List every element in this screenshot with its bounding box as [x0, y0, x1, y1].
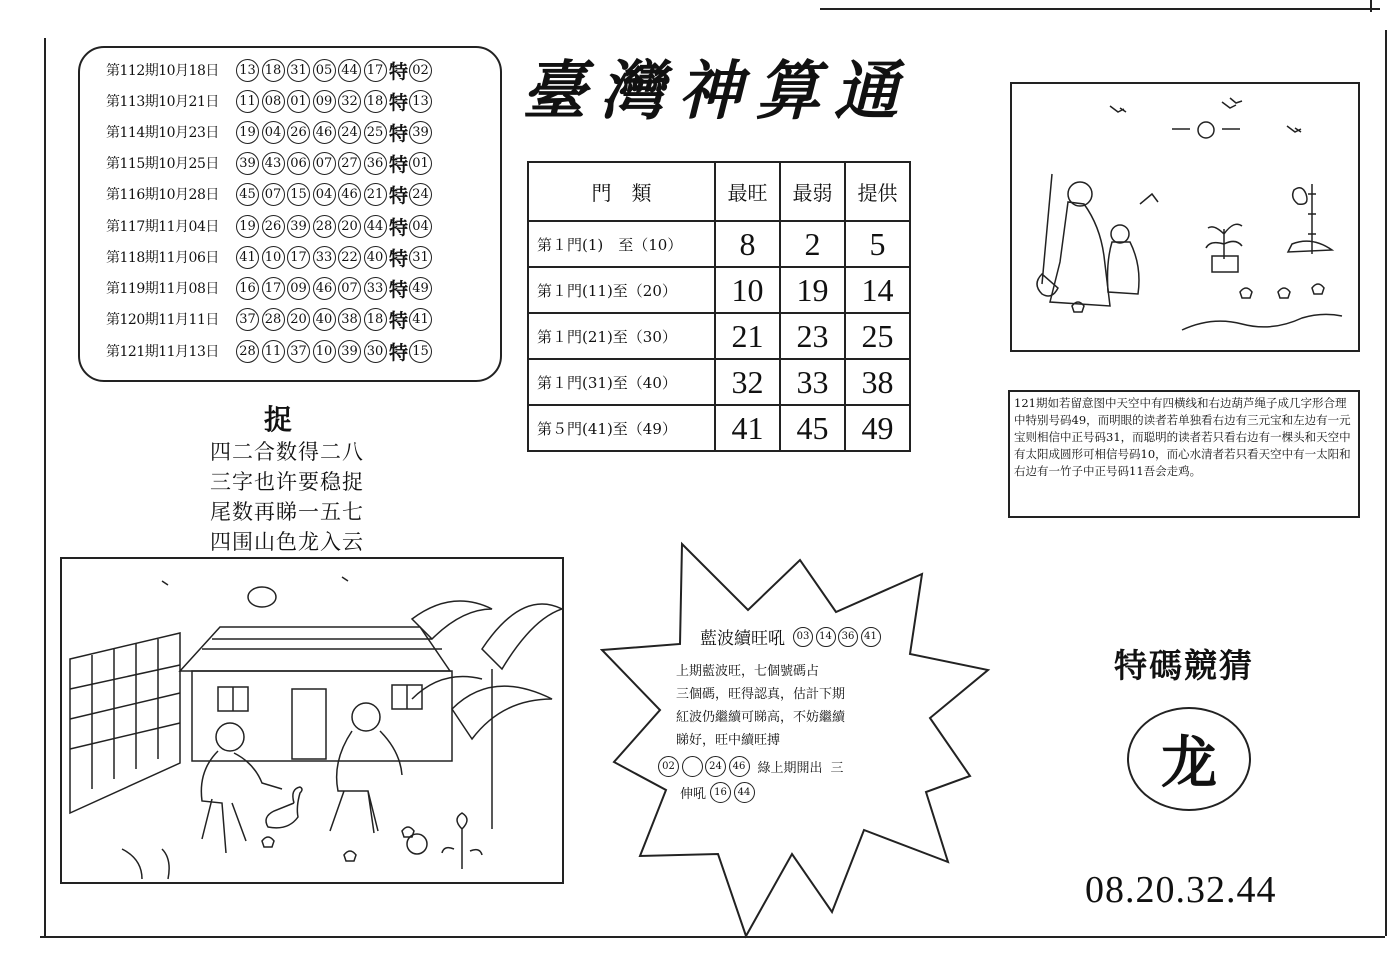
star-ball: 44: [734, 782, 755, 803]
star-body-line: 上期藍波旺，七個號碼占: [676, 664, 820, 679]
number-ball: 11: [236, 90, 259, 113]
special-mark: 特: [389, 153, 409, 176]
riddle-line: 尾数再睇一五七: [210, 500, 364, 524]
history-draw-label: 第117期11月04日: [106, 219, 219, 235]
history-draw-label: 第119期11月08日: [106, 281, 219, 297]
number-ball: 24: [338, 121, 361, 144]
number-ball: 17: [262, 277, 285, 300]
provided-cell: 14: [845, 267, 910, 313]
special-guess-numbers: 08.20.32.44: [1085, 869, 1277, 911]
number-ball: 18: [364, 90, 387, 113]
number-ball: 20: [338, 215, 361, 238]
hint-text: 121期如若留意图中天空中有四横线和右边葫芦绳子成几字形合理中特别号码49，而明眼的读者若单独看右边有三元宝和左边有一元宝则相信中正号码31，而聪明的读者若只看右边有一棵头和天空中有太阳成圆形可相信号码10，而心水清者若只看天空中有一太阳和右边有一竹子中正号码11吾会走鸡。: [1008, 390, 1360, 518]
weakest-cell: 19: [780, 267, 845, 313]
history-draw-label: 第118期11月06日: [106, 250, 219, 266]
special-number-ball: 15: [409, 340, 432, 363]
special-mark: 特: [389, 309, 409, 332]
number-ball: 32: [338, 90, 361, 113]
provided-cell: 49: [845, 405, 910, 451]
star-ball: 02: [658, 756, 679, 777]
zodiac-circle: [1127, 707, 1251, 811]
number-ball: 38: [338, 308, 361, 331]
number-ball: 18: [364, 308, 387, 331]
page-title: 臺灣神算通: [522, 54, 912, 129]
star-ball: 24: [705, 756, 726, 777]
number-ball: 39: [236, 152, 259, 175]
number-ball: 44: [338, 59, 361, 82]
history-draw-label: 第112期10月18日: [106, 63, 219, 79]
sage-illustration: [1010, 82, 1360, 352]
frame-right: [1385, 30, 1387, 936]
number-ball: 43: [262, 152, 285, 175]
number-ball: 17: [364, 59, 387, 82]
riddle-line: 四二合数得二八: [210, 440, 364, 464]
history-draw-label: 第120期11月11日: [106, 312, 219, 328]
special-number-ball: 02: [409, 59, 432, 82]
number-group-table: [527, 161, 911, 452]
number-ball: 16: [236, 277, 259, 300]
special-mark: 特: [389, 216, 409, 239]
number-ball: 37: [287, 340, 310, 363]
header-hottest: 最旺: [715, 162, 780, 221]
header-weakest: 最弱: [780, 162, 845, 221]
special-mark: 特: [389, 184, 409, 207]
number-ball: 40: [364, 246, 387, 269]
weakest-cell: 45: [780, 405, 845, 451]
number-ball: 27: [338, 152, 361, 175]
special-mark: 特: [389, 278, 409, 301]
number-ball: 40: [313, 308, 336, 331]
history-row: [106, 274, 435, 302]
hottest-cell: 10: [715, 267, 780, 313]
special-number-ball: 01: [409, 152, 432, 175]
village-illustration: [60, 557, 564, 884]
star-row-end: 三: [830, 761, 844, 776]
number-ball: 05: [313, 59, 336, 82]
number-ball: 33: [313, 246, 336, 269]
history-row: [106, 87, 435, 115]
history-row: [106, 118, 435, 146]
special-number-ball: 24: [409, 183, 432, 206]
weakest-cell: 23: [780, 313, 845, 359]
number-ball: 09: [313, 90, 336, 113]
provided-cell: 25: [845, 313, 910, 359]
number-ball: 21: [364, 183, 387, 206]
special-mark: 特: [389, 122, 409, 145]
star-body-line: 紅波仍繼續可睇高，不妨繼續: [676, 710, 846, 725]
row-category: 第１門(31)至（40）: [528, 359, 715, 405]
number-ball: 28: [262, 308, 285, 331]
number-ball: 10: [313, 340, 336, 363]
number-ball: 25: [364, 121, 387, 144]
star-ball: 46: [729, 756, 750, 777]
hottest-cell: 8: [715, 221, 780, 267]
special-mark: 特: [389, 247, 409, 270]
number-ball: 11: [262, 340, 285, 363]
history-draw-label: 第113期10月21日: [106, 94, 219, 110]
hottest-cell: 21: [715, 313, 780, 359]
special-mark: 特: [389, 91, 409, 114]
riddle-line: 四围山色龙入云: [210, 530, 364, 554]
number-ball: 10: [262, 246, 285, 269]
number-ball: 33: [364, 277, 387, 300]
number-ball: 30: [364, 340, 387, 363]
history-draw-label: 第114期10月23日: [106, 125, 219, 141]
row-category: 第１門(1) 至（10）: [528, 221, 715, 267]
star-row-text: 綠上期開出: [757, 761, 823, 776]
weakest-cell: 33: [780, 359, 845, 405]
special-number-ball: 49: [409, 277, 432, 300]
star-title-ball: 36: [838, 627, 858, 647]
number-ball: 04: [262, 121, 285, 144]
frame-top-right-2: [1370, 0, 1372, 12]
hottest-cell: 41: [715, 405, 780, 451]
number-ball: 08: [262, 90, 285, 113]
star-ball: 16: [710, 782, 731, 803]
history-row: [106, 180, 435, 208]
table-header-row: [528, 162, 910, 221]
table-row: [528, 405, 910, 451]
star-title-ball: 03: [793, 627, 813, 647]
number-ball: 07: [262, 183, 285, 206]
star-ball-row: [658, 756, 844, 777]
number-ball: 18: [262, 59, 285, 82]
history-row: [106, 56, 435, 84]
number-ball: 20: [287, 308, 310, 331]
number-ball: 39: [338, 340, 361, 363]
table-row: [528, 267, 910, 313]
number-ball: 07: [338, 277, 361, 300]
number-ball: 15: [287, 183, 310, 206]
number-ball: 46: [313, 277, 336, 300]
header-provided: 提供: [845, 162, 910, 221]
provided-cell: 38: [845, 359, 910, 405]
number-ball: 19: [236, 215, 259, 238]
row-category: 第１門(21)至（30）: [528, 313, 715, 359]
hottest-cell: 32: [715, 359, 780, 405]
special-number-ball: 39: [409, 121, 432, 144]
number-ball: 17: [287, 246, 310, 269]
number-ball: 36: [364, 152, 387, 175]
number-ball: 46: [313, 121, 336, 144]
number-ball: 26: [287, 121, 310, 144]
special-mark: 特: [389, 341, 409, 364]
star-body: [676, 660, 845, 752]
history-row: [106, 212, 435, 240]
number-ball: 09: [287, 277, 310, 300]
village-drawing: [62, 559, 562, 882]
weakest-cell: 2: [780, 221, 845, 267]
number-ball: 04: [313, 183, 336, 206]
number-ball: 45: [236, 183, 259, 206]
number-ball: 41: [236, 246, 259, 269]
star-title-ball: 14: [816, 627, 836, 647]
zodiac-character: 龙: [1161, 730, 1217, 796]
number-ball: 13: [236, 59, 259, 82]
number-ball: 07: [313, 152, 336, 175]
special-number-ball: 31: [409, 246, 432, 269]
number-ball: 19: [236, 121, 259, 144]
star-body-line: 睇好，旺中續旺搏: [676, 733, 781, 748]
table-row: [528, 359, 910, 405]
special-number-ball: 41: [409, 308, 432, 331]
star-title: 藍波續旺吼: [700, 629, 785, 649]
number-ball: 22: [338, 246, 361, 269]
table-row: [528, 313, 910, 359]
special-guess-title: 特碼競猜: [1114, 646, 1254, 685]
riddle-title: 捉: [264, 403, 293, 436]
history-row: [106, 243, 435, 271]
row-category: 第５門(41)至（49）: [528, 405, 715, 451]
number-ball: 44: [364, 215, 387, 238]
number-ball: 37: [236, 308, 259, 331]
star-body-line: 三個碼，旺得認真，估計下期: [676, 687, 846, 702]
number-ball: 01: [287, 90, 310, 113]
provided-cell: 5: [845, 221, 910, 267]
history-row: [106, 149, 435, 177]
number-ball: 28: [313, 215, 336, 238]
history-draw-label: 第115期10月25日: [106, 156, 219, 172]
history-row: [106, 337, 435, 365]
number-ball: 31: [287, 59, 310, 82]
star-title-row: [700, 624, 883, 649]
history-draw-label: 第121期11月13日: [106, 344, 219, 360]
frame-top-right: [820, 8, 1380, 10]
star-last-row: [680, 782, 757, 803]
frame-left: [44, 38, 46, 938]
table-row: [528, 221, 910, 267]
riddle-line: 三字也许要稳捉: [210, 470, 364, 494]
star-last-text: 伸吼: [680, 787, 707, 802]
number-ball: 46: [338, 183, 361, 206]
history-row: [106, 305, 435, 333]
number-ball: 28: [236, 340, 259, 363]
number-ball: 06: [287, 152, 310, 175]
star-ball: [682, 756, 703, 777]
special-mark: 特: [389, 60, 409, 83]
star-title-ball: 41: [861, 627, 881, 647]
number-ball: 26: [262, 215, 285, 238]
number-ball: 39: [287, 215, 310, 238]
header-category: 門 類: [528, 162, 715, 221]
special-number-ball: 04: [409, 215, 432, 238]
history-draw-label: 第116期10月28日: [106, 187, 219, 203]
sage-drawing: [1012, 84, 1358, 350]
special-number-ball: 13: [409, 90, 432, 113]
row-category: 第１門(11)至（20）: [528, 267, 715, 313]
